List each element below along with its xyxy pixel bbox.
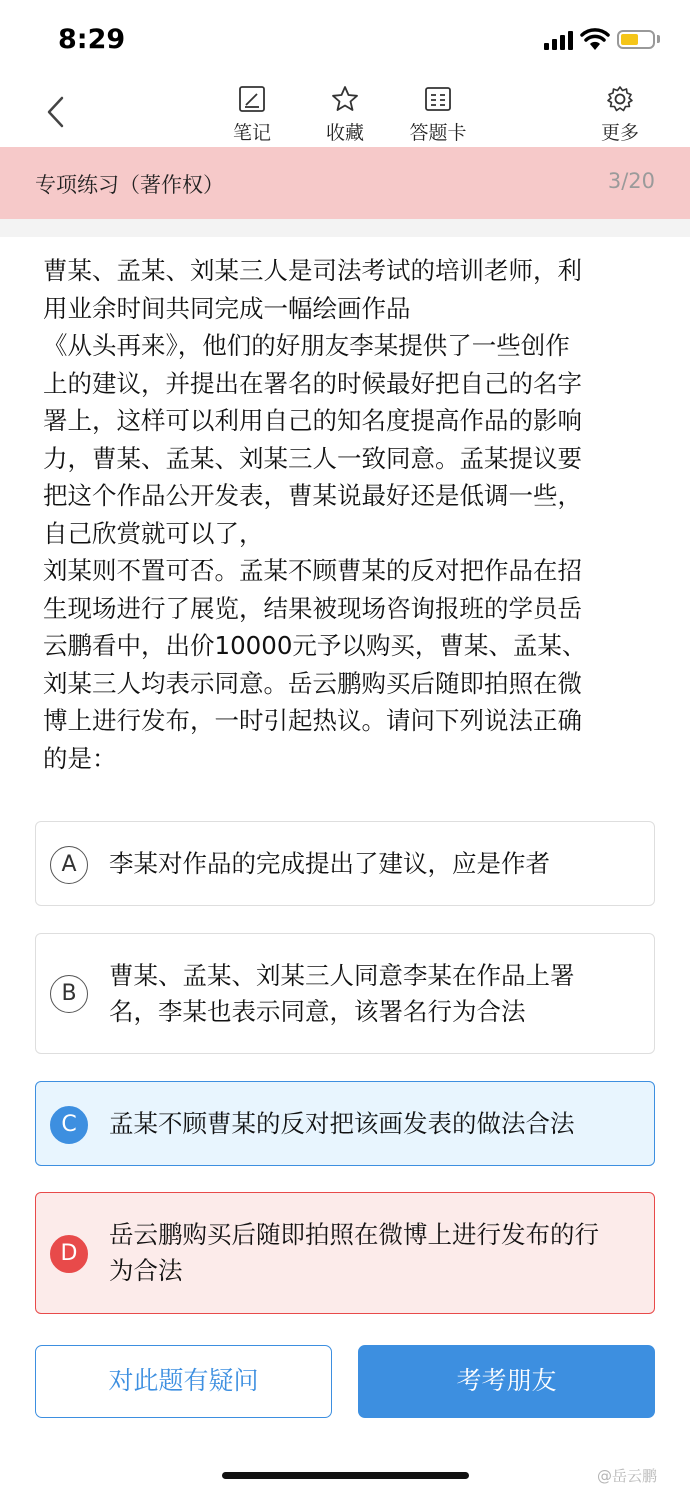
option-c-text: 孟某不顾曹某的反对把该画发表的做法合法 <box>109 1109 575 1138</box>
home-indicator[interactable] <box>222 1472 469 1479</box>
wifi-icon <box>580 28 610 52</box>
option-a[interactable] <box>35 821 655 906</box>
question-doubt-button[interactable]: 对此题有疑问 <box>35 1345 332 1418</box>
option-a-letter: A <box>50 846 88 884</box>
favorite-button[interactable] <box>305 84 385 144</box>
option-c-letter: C <box>50 1106 88 1144</box>
top-toolbar <box>0 82 690 146</box>
quiz-friend-button[interactable]: 考考朋友 <box>358 1345 655 1418</box>
practice-title: 专项练习（著作权） <box>35 173 224 197</box>
question-text: 曹某、孟某、刘某三人是司法考试的培训老师，利 用业余时间共同完成一幅绘画作品 《从头再来》，他们的好朋友李某提供了一些创作 上的建议，并提出在署名的时候最好把自己的名字 署上，这样可以利用自己的知名度提高作品的影响 力，曹某、孟某、刘某三人一致同意。孟某提议要 把这个作品公开发表，曹某说最好还是低调一些， 自己欣赏就可以了， 刘某则不置可否。孟某不顾曹某的反对把作品在招 生现场进行了展览，结果被现场咨询报班的学员岳 云鹏看中，出价10000元予以购买，曹某、孟某、 刘某三人均表示同意。岳云鹏购买后随即拍照在微 博上进行发布，一时引起热议。请问下列说法正确 的是： <box>43 256 587 773</box>
option-a-text: 李某对作品的完成提出了建议，应是作者 <box>109 849 550 878</box>
battery-icon <box>617 30 655 49</box>
star-icon <box>330 84 360 114</box>
back-arrow-icon[interactable] <box>40 92 80 132</box>
cellular-signal-icon <box>544 30 576 50</box>
status-bar <box>0 0 690 82</box>
option-d-text: 岳云鹏购买后随即拍照在微博上进行发布的行 为合法 <box>109 1220 599 1285</box>
divider <box>0 219 690 237</box>
more-label: 更多 <box>600 122 639 144</box>
answer-card-label: 答题卡 <box>409 122 467 144</box>
option-b[interactable] <box>35 933 655 1054</box>
option-b-letter: B <box>50 975 88 1013</box>
notes-button[interactable] <box>212 84 292 144</box>
notes-icon <box>237 84 267 114</box>
watermark: @岳云鹏 <box>597 1467 658 1485</box>
favorite-label: 收藏 <box>325 122 364 144</box>
option-d[interactable] <box>35 1192 655 1314</box>
status-time: 8:29 <box>58 24 126 55</box>
practice-banner <box>0 147 690 219</box>
option-c[interactable] <box>35 1081 655 1166</box>
battery-tip <box>657 35 660 43</box>
more-button[interactable] <box>580 84 660 144</box>
notes-label: 笔记 <box>232 122 271 144</box>
answer-card-button[interactable] <box>398 84 478 144</box>
question-counter: 3/20 <box>607 169 655 193</box>
gear-icon <box>605 84 635 114</box>
option-b-text: 曹某、孟某、刘某三人同意李某在作品上署 名，李某也表示同意，该署名行为合法 <box>109 961 575 1026</box>
option-d-letter: D <box>50 1235 88 1273</box>
answer-card-icon <box>423 84 453 114</box>
